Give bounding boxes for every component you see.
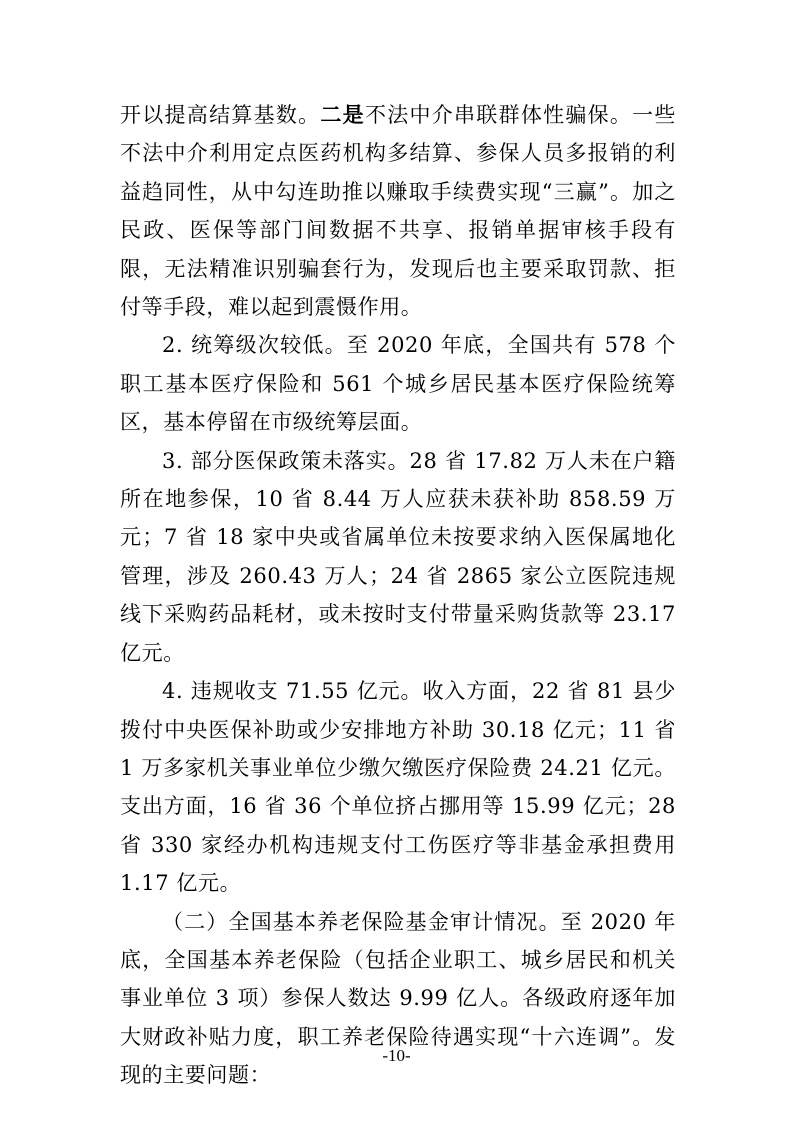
bold-marker-second: 二是 — [320, 102, 365, 127]
document-body — [120, 96, 676, 1095]
paragraph-text: 不法中介串联群体性骗保。一些不法中介利用定点医药机构多结算、参保人员多报销的利益趋同性，从中勾连助推以赚取手续费实现“三赢”。加之民政、医保等部门间数据不共享、报销单据审核手段有限，无法精准识别骗套行为，发现后也主要采取罚款、拒付等手段，难以起到震慑作用。 — [120, 103, 677, 320]
paragraph-pooling-level: 2. 统筹级次较低。至 2020 年底，全国共有 578 个职工基本医疗保险和 561 个城乡居民基本医疗保险统筹区，基本停留在市级统筹层面。 — [120, 333, 676, 435]
paragraph-policy-not-implemented: 3. 部分医保政策未落实。28 省 17.82 万人未在户籍所在地参保，10 省 8.44 万人应获未获补助 858.59 万元；7 省 18 家中央或省属单位未按要求纳入医保属地化管理，涉及 260.43 万人；24 省 2865 家公立医院违规线下采购药品耗材，或未按时支付带量采购货款等 23.17 亿元。 — [120, 448, 676, 665]
paragraph-pension-audit: （二）全国基本养老保险基金审计情况。至 2020 年底，全国基本养老保险（包括企业职工、城乡居民和机关事业单位 3 项）参保人数达 9.99 亿人。各级政府逐年加大财政补贴力度，职工养老保险待遇实现“十六连调”。发现的主要问题： — [120, 909, 676, 1088]
page-number: -10- — [382, 1046, 411, 1065]
paragraph-text: 开以提高结算基数。 — [120, 103, 321, 127]
paragraph-irregular-revenue-expenditure: 4. 违规收支 71.55 亿元。收入方面，22 省 81 县少拨付中央医保补助或少安排地方补助 30.18 亿元；11 省 1 万多家机关事业单位少缴欠缴医疗保险费 24.21 亿元。支出方面，16 省 36 个单位挤占挪用等 15.99 亿元；28 省 330 家经办机构违规支付工伤医疗等非基金承担费用 1.17 亿元。 — [120, 679, 676, 896]
paragraph-fraud-intermediaries — [120, 96, 676, 326]
